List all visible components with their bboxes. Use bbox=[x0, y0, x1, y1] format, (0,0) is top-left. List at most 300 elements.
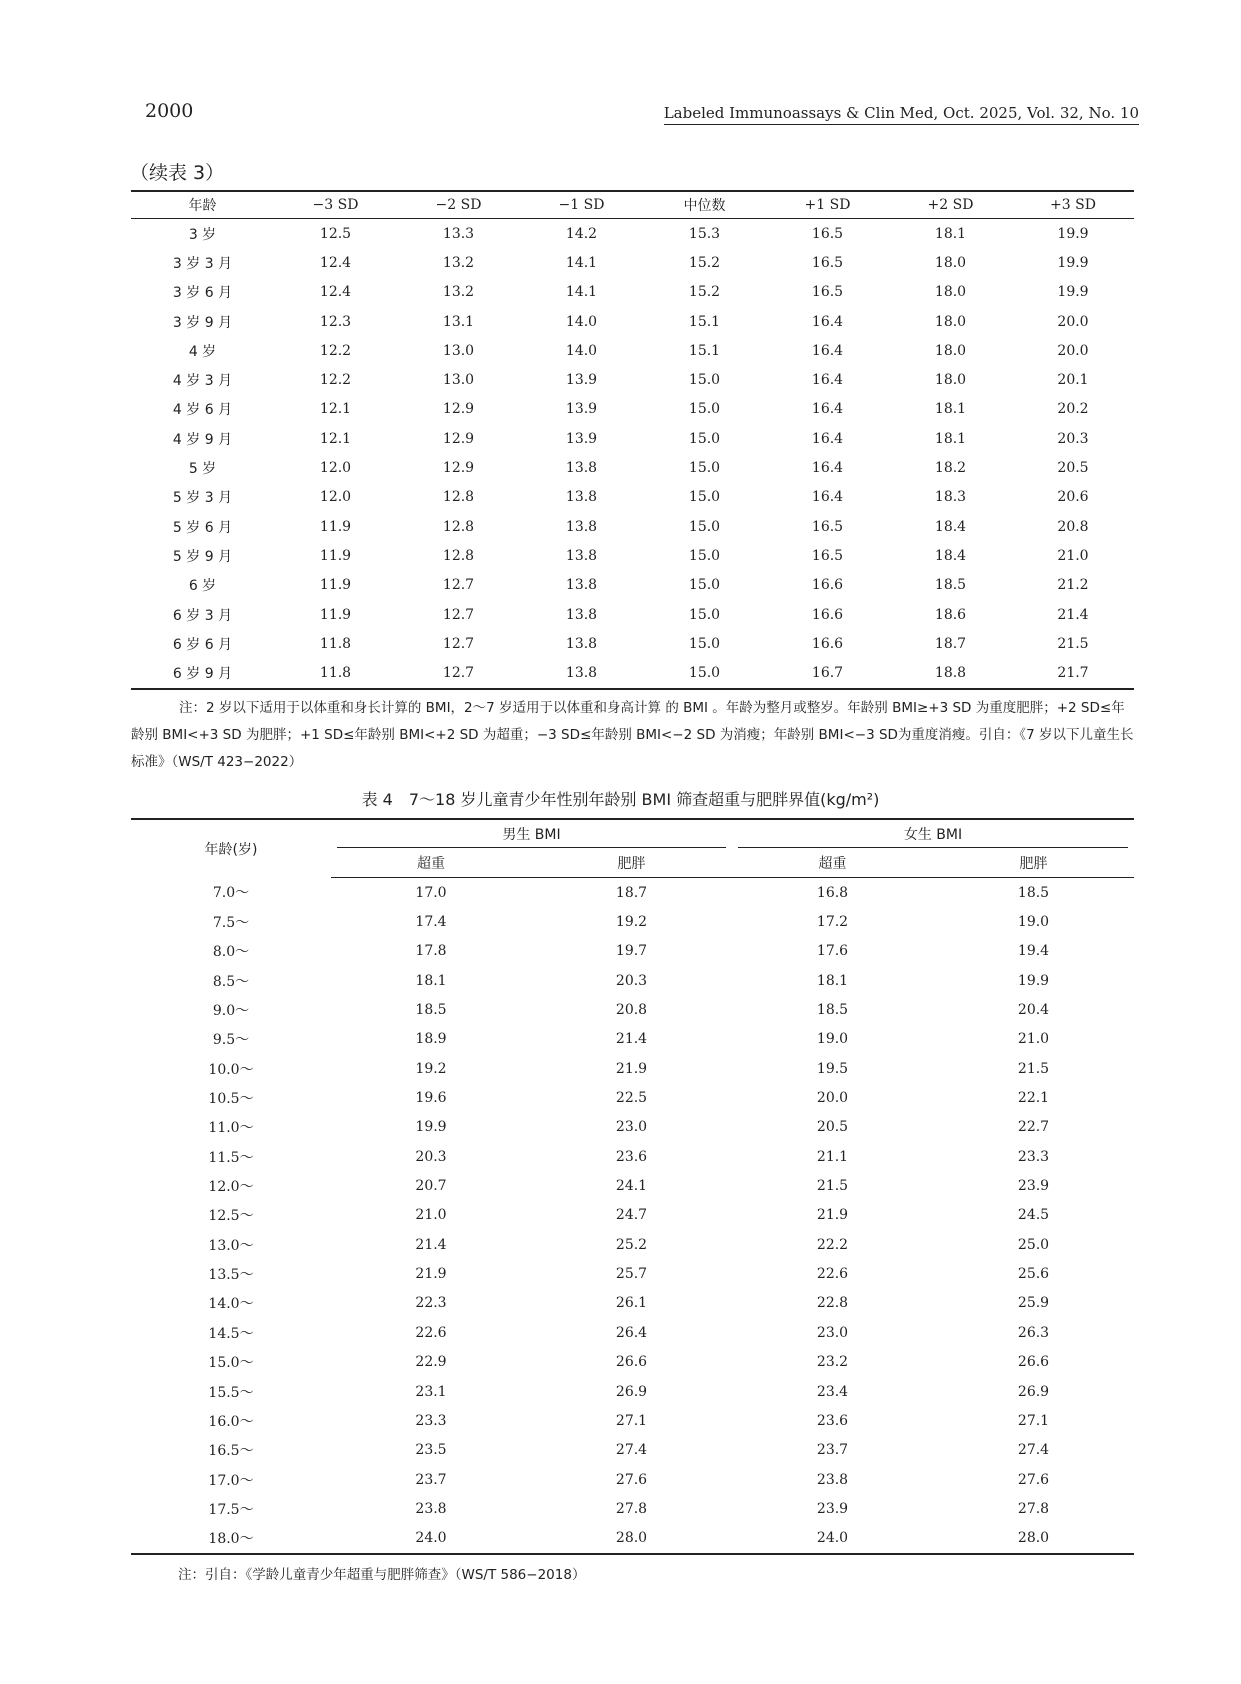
age-cell: 16.0～ bbox=[208, 1413, 254, 1430]
value-cell: 16.5 bbox=[811, 225, 844, 242]
value-cell: 23.2 bbox=[816, 1354, 849, 1371]
value-cell: 13.8 bbox=[565, 577, 598, 594]
value-cell: 16.4 bbox=[811, 313, 844, 330]
age-cell: 5 岁 9 月 bbox=[172, 548, 233, 565]
table3-body bbox=[131, 219, 1134, 689]
value-cell: 13.8 bbox=[565, 665, 598, 682]
value-cell: 13.8 bbox=[565, 489, 598, 506]
value-cell: 21.0 bbox=[1057, 547, 1089, 564]
value-cell: 16.4 bbox=[811, 401, 844, 418]
value-cell: 20.0 bbox=[1057, 313, 1089, 330]
value-cell: 16.6 bbox=[811, 635, 844, 652]
value-cell: 18.5 bbox=[816, 1002, 849, 1019]
value-cell: 16.6 bbox=[811, 577, 844, 594]
value-cell: 22.1 bbox=[1017, 1090, 1050, 1107]
age-cell: 13.5～ bbox=[208, 1267, 254, 1284]
table-row bbox=[131, 1494, 1134, 1523]
value-cell: 23.9 bbox=[816, 1500, 849, 1517]
table-row bbox=[131, 995, 1134, 1024]
value-cell: 15.0 bbox=[688, 430, 721, 447]
age-cell: 10.5～ bbox=[208, 1091, 254, 1108]
value-cell: 20.5 bbox=[816, 1119, 849, 1136]
table4-subheader: 超重 bbox=[732, 848, 933, 878]
table4-male-header: 男生 BMI bbox=[331, 819, 732, 848]
value-cell: 18.3 bbox=[934, 489, 967, 506]
age-cell: 15.0～ bbox=[208, 1355, 254, 1372]
value-cell: 13.9 bbox=[565, 401, 598, 418]
value-cell: 12.7 bbox=[442, 665, 475, 682]
value-cell: 21.9 bbox=[615, 1060, 648, 1077]
value-cell: 12.3 bbox=[319, 313, 352, 330]
table-row bbox=[131, 336, 1134, 365]
table-row bbox=[131, 1259, 1134, 1288]
age-cell: 3 岁 bbox=[188, 226, 217, 243]
value-cell: 11.8 bbox=[319, 665, 352, 682]
age-cell: 4 岁 bbox=[188, 343, 217, 360]
value-cell: 12.9 bbox=[442, 460, 475, 477]
table4-body bbox=[131, 878, 1134, 1554]
age-cell: 6 岁 bbox=[188, 578, 217, 595]
value-cell: 25.2 bbox=[615, 1236, 648, 1253]
value-cell: 20.7 bbox=[415, 1178, 447, 1195]
value-cell: 16.4 bbox=[811, 460, 844, 477]
value-cell: 13.8 bbox=[565, 547, 598, 564]
value-cell: 27.1 bbox=[1017, 1412, 1050, 1429]
table-row bbox=[131, 1054, 1134, 1083]
value-cell: 13.3 bbox=[442, 225, 475, 242]
age-cell: 12.0～ bbox=[208, 1179, 254, 1196]
value-cell: 16.5 bbox=[811, 284, 844, 301]
age-cell: 3 岁 3 月 bbox=[172, 255, 233, 272]
value-cell: 12.8 bbox=[442, 518, 475, 535]
table4-header-row-1 bbox=[131, 819, 1134, 848]
table4-female-header: 女生 BMI bbox=[732, 819, 1134, 848]
value-cell: 23.5 bbox=[415, 1442, 447, 1459]
value-cell: 18.4 bbox=[934, 518, 967, 535]
value-cell: 17.4 bbox=[415, 914, 447, 931]
value-cell: 12.4 bbox=[319, 254, 352, 271]
value-cell: 22.6 bbox=[816, 1266, 849, 1283]
age-cell: 8.0～ bbox=[212, 944, 250, 961]
value-cell: 23.7 bbox=[415, 1471, 447, 1488]
value-cell: 16.5 bbox=[811, 547, 844, 564]
table-row bbox=[131, 1318, 1134, 1347]
value-cell: 17.8 bbox=[415, 943, 447, 960]
value-cell: 13.8 bbox=[565, 606, 598, 623]
value-cell: 15.0 bbox=[688, 372, 721, 389]
value-cell: 22.5 bbox=[615, 1090, 648, 1107]
table-row bbox=[131, 1348, 1134, 1377]
value-cell: 13.9 bbox=[565, 372, 598, 389]
value-cell: 15.0 bbox=[688, 460, 721, 477]
value-cell: 14.2 bbox=[565, 225, 598, 242]
value-cell: 22.8 bbox=[816, 1295, 849, 1312]
value-cell: 21.9 bbox=[415, 1266, 447, 1283]
table-row bbox=[131, 1025, 1134, 1054]
value-cell: 23.0 bbox=[615, 1119, 648, 1136]
value-cell: 18.7 bbox=[615, 884, 648, 901]
value-cell: 19.0 bbox=[1017, 914, 1050, 931]
table-row bbox=[131, 365, 1134, 394]
table-row bbox=[131, 1465, 1134, 1494]
journal-running-head: Labeled Immunoassays & Clin Med, Oct. 2025, Vol. 32, No. 10 bbox=[664, 104, 1139, 125]
value-cell: 21.5 bbox=[1057, 635, 1089, 652]
table-row bbox=[131, 629, 1134, 658]
age-cell: 5 岁 6 月 bbox=[172, 519, 233, 536]
table-row bbox=[131, 424, 1134, 453]
value-cell: 22.9 bbox=[415, 1354, 447, 1371]
value-cell: 15.1 bbox=[688, 342, 721, 359]
age-cell: 17.0～ bbox=[208, 1472, 254, 1489]
value-cell: 12.5 bbox=[319, 225, 352, 242]
age-cell: 7.5～ bbox=[212, 915, 250, 932]
value-cell: 15.0 bbox=[688, 401, 721, 418]
value-cell: 21.5 bbox=[1017, 1060, 1050, 1077]
value-cell: 11.9 bbox=[319, 547, 352, 564]
age-cell: 18.0～ bbox=[208, 1531, 254, 1548]
value-cell: 27.8 bbox=[615, 1500, 648, 1517]
value-cell: 23.1 bbox=[415, 1383, 447, 1400]
page-number: 2000 bbox=[145, 100, 194, 122]
value-cell: 26.9 bbox=[1017, 1383, 1050, 1400]
value-cell: 23.6 bbox=[816, 1412, 849, 1429]
value-cell: 22.7 bbox=[1017, 1119, 1050, 1136]
value-cell: 27.4 bbox=[615, 1442, 648, 1459]
value-cell: 20.1 bbox=[1057, 372, 1089, 389]
value-cell: 20.3 bbox=[1057, 430, 1089, 447]
value-cell: 28.0 bbox=[615, 1530, 648, 1547]
value-cell: 26.6 bbox=[615, 1354, 648, 1371]
value-cell: 18.0 bbox=[934, 313, 967, 330]
value-cell: 12.0 bbox=[319, 460, 352, 477]
value-cell: 18.9 bbox=[415, 1031, 447, 1048]
age-cell: 9.5～ bbox=[212, 1032, 250, 1049]
value-cell: 21.2 bbox=[1057, 577, 1089, 594]
age-cell: 16.5～ bbox=[208, 1443, 254, 1460]
value-cell: 12.9 bbox=[442, 430, 475, 447]
value-cell: 27.6 bbox=[1017, 1471, 1050, 1488]
value-cell: 16.6 bbox=[811, 606, 844, 623]
value-cell: 24.5 bbox=[1017, 1207, 1050, 1224]
value-cell: 23.6 bbox=[615, 1148, 648, 1165]
value-cell: 12.4 bbox=[319, 284, 352, 301]
table3-note: 注：2 岁以下适用于以体重和身长计算的 BMI，2～7 岁适用于以体重和身高计算 的 BMI 。年龄为整月或整岁。年龄别 BMI≥+3 SD 为重度肥胖；+2 SD≤年龄别 BMI<+3 SD 为肥胖；+1 SD≤年龄别 BMI<+2 SD 为超重；−3 SD≤年龄别 BMI<−2 SD 为消瘦；年龄别 BMI<−3 SD为重度消瘦。引自：《7 岁以下儿童生长标准》（WS/T 423−2022） bbox=[131, 700, 1134, 770]
age-cell: 6 岁 6 月 bbox=[172, 636, 233, 653]
table-row bbox=[131, 658, 1134, 688]
value-cell: 25.7 bbox=[615, 1266, 648, 1283]
value-cell: 25.6 bbox=[1017, 1266, 1050, 1283]
value-cell: 21.4 bbox=[615, 1031, 648, 1048]
value-cell: 12.8 bbox=[442, 547, 475, 564]
age-cell: 9.0～ bbox=[212, 1003, 250, 1020]
value-cell: 20.5 bbox=[1057, 460, 1089, 477]
table3-bmi-sd bbox=[131, 190, 1134, 690]
table-row bbox=[131, 512, 1134, 541]
table-row bbox=[131, 600, 1134, 629]
value-cell: 21.4 bbox=[415, 1236, 447, 1253]
value-cell: 12.7 bbox=[442, 577, 475, 594]
table-row bbox=[131, 1524, 1134, 1554]
value-cell: 18.1 bbox=[934, 430, 967, 447]
value-cell: 13.8 bbox=[565, 460, 598, 477]
value-cell: 18.2 bbox=[934, 460, 967, 477]
age-cell: 5 岁 3 月 bbox=[172, 490, 233, 507]
value-cell: 23.0 bbox=[816, 1324, 849, 1341]
value-cell: 23.3 bbox=[415, 1412, 447, 1429]
table-row bbox=[131, 1201, 1134, 1230]
value-cell: 15.0 bbox=[688, 547, 721, 564]
value-cell: 19.9 bbox=[1057, 284, 1089, 301]
value-cell: 28.0 bbox=[1017, 1530, 1050, 1547]
value-cell: 19.0 bbox=[816, 1031, 849, 1048]
value-cell: 12.0 bbox=[319, 489, 352, 506]
value-cell: 19.9 bbox=[1057, 225, 1089, 242]
age-cell: 14.5～ bbox=[208, 1325, 254, 1342]
value-cell: 19.7 bbox=[615, 943, 648, 960]
value-cell: 19.5 bbox=[816, 1060, 849, 1077]
table-row bbox=[131, 1142, 1134, 1171]
value-cell: 18.1 bbox=[934, 225, 967, 242]
value-cell: 18.5 bbox=[415, 1002, 447, 1019]
value-cell: 25.9 bbox=[1017, 1295, 1050, 1312]
value-cell: 11.9 bbox=[319, 518, 352, 535]
value-cell: 12.9 bbox=[442, 401, 475, 418]
value-cell: 19.2 bbox=[415, 1060, 447, 1077]
value-cell: 23.8 bbox=[415, 1500, 447, 1517]
value-cell: 14.0 bbox=[565, 313, 598, 330]
value-cell: 20.3 bbox=[415, 1148, 447, 1165]
value-cell: 18.0 bbox=[934, 372, 967, 389]
age-cell: 15.5～ bbox=[208, 1384, 254, 1401]
value-cell: 23.3 bbox=[1017, 1148, 1050, 1165]
age-cell: 11.0～ bbox=[208, 1120, 254, 1137]
age-cell: 14.0～ bbox=[208, 1296, 254, 1313]
value-cell: 15.0 bbox=[688, 665, 721, 682]
value-cell: 11.9 bbox=[319, 577, 352, 594]
table-row bbox=[131, 1083, 1134, 1112]
value-cell: 26.4 bbox=[615, 1324, 648, 1341]
value-cell: 23.4 bbox=[816, 1383, 849, 1400]
value-cell: 13.0 bbox=[442, 342, 475, 359]
value-cell: 18.8 bbox=[934, 665, 967, 682]
value-cell: 20.4 bbox=[1017, 1002, 1050, 1019]
table-row bbox=[131, 1230, 1134, 1259]
value-cell: 21.0 bbox=[1017, 1031, 1050, 1048]
value-cell: 15.1 bbox=[688, 313, 721, 330]
age-cell: 4 岁 9 月 bbox=[172, 431, 233, 448]
value-cell: 15.2 bbox=[688, 284, 721, 301]
value-cell: 18.5 bbox=[1017, 884, 1050, 901]
table4-subheader: 肥胖 bbox=[531, 848, 732, 878]
table4-age-header: 年龄(岁) bbox=[204, 841, 258, 858]
value-cell: 20.6 bbox=[1057, 489, 1089, 506]
value-cell: 16.5 bbox=[811, 254, 844, 271]
table4-subheader: 超重 bbox=[331, 848, 531, 878]
value-cell: 19.4 bbox=[1017, 943, 1050, 960]
value-cell: 14.1 bbox=[565, 284, 598, 301]
value-cell: 15.2 bbox=[688, 254, 721, 271]
age-cell: 17.5～ bbox=[208, 1501, 254, 1518]
value-cell: 14.0 bbox=[565, 342, 598, 359]
table-row bbox=[131, 278, 1134, 307]
value-cell: 15.0 bbox=[688, 606, 721, 623]
table-row bbox=[131, 453, 1134, 482]
table-row bbox=[131, 571, 1134, 600]
age-cell: 11.5～ bbox=[208, 1149, 254, 1166]
value-cell: 13.1 bbox=[442, 313, 475, 330]
age-cell: 8.5～ bbox=[212, 973, 250, 990]
value-cell: 16.4 bbox=[811, 489, 844, 506]
value-cell: 26.3 bbox=[1017, 1324, 1050, 1341]
value-cell: 26.9 bbox=[615, 1383, 648, 1400]
table3-header-row bbox=[131, 191, 1134, 219]
table3-column-header: +3 SD bbox=[1012, 191, 1134, 219]
age-cell: 13.0～ bbox=[208, 1237, 254, 1254]
value-cell: 24.0 bbox=[816, 1530, 849, 1547]
value-cell: 21.4 bbox=[1057, 606, 1089, 623]
value-cell: 18.4 bbox=[934, 547, 967, 564]
table-row bbox=[131, 219, 1134, 249]
value-cell: 19.9 bbox=[1057, 254, 1089, 271]
value-cell: 13.2 bbox=[442, 254, 475, 271]
table-row bbox=[131, 1289, 1134, 1318]
table4-bmi-cutoffs bbox=[131, 818, 1134, 1555]
value-cell: 13.8 bbox=[565, 518, 598, 535]
table-row bbox=[131, 937, 1134, 966]
value-cell: 27.1 bbox=[615, 1412, 648, 1429]
table-row bbox=[131, 307, 1134, 336]
value-cell: 11.8 bbox=[319, 635, 352, 652]
value-cell: 16.7 bbox=[811, 665, 844, 682]
value-cell: 12.1 bbox=[319, 430, 352, 447]
value-cell: 19.9 bbox=[415, 1119, 447, 1136]
table3-column-header: −1 SD bbox=[520, 191, 643, 219]
age-cell: 10.0～ bbox=[208, 1061, 254, 1078]
table-row bbox=[131, 1406, 1134, 1435]
value-cell: 15.0 bbox=[688, 518, 721, 535]
value-cell: 19.9 bbox=[1017, 972, 1050, 989]
age-cell: 5 岁 bbox=[188, 461, 217, 478]
value-cell: 19.6 bbox=[415, 1090, 447, 1107]
value-cell: 24.0 bbox=[415, 1530, 447, 1547]
value-cell: 21.5 bbox=[816, 1178, 849, 1195]
table4-title: 表 4 7～18 岁儿童青少年性别年龄别 BMI 筛查超重与肥胖界值(kg/m²) bbox=[361, 790, 880, 809]
table3-column-header: −2 SD bbox=[397, 191, 520, 219]
age-cell: 12.5～ bbox=[208, 1208, 254, 1225]
table-row bbox=[131, 395, 1134, 424]
value-cell: 15.0 bbox=[688, 635, 721, 652]
value-cell: 22.2 bbox=[816, 1236, 849, 1253]
value-cell: 20.0 bbox=[1057, 342, 1089, 359]
table-row bbox=[131, 878, 1134, 908]
value-cell: 18.1 bbox=[415, 972, 447, 989]
value-cell: 18.0 bbox=[934, 254, 967, 271]
value-cell: 16.5 bbox=[811, 518, 844, 535]
table3-column-header: 中位数 bbox=[643, 191, 766, 219]
age-cell: 7.0～ bbox=[212, 885, 250, 902]
table-row bbox=[131, 1171, 1134, 1200]
age-cell: 6 岁 9 月 bbox=[172, 666, 233, 683]
age-cell: 6 岁 3 月 bbox=[172, 607, 233, 624]
value-cell: 21.7 bbox=[1057, 665, 1089, 682]
value-cell: 22.6 bbox=[415, 1324, 447, 1341]
table-row bbox=[131, 483, 1134, 512]
table-row bbox=[131, 1377, 1134, 1406]
value-cell: 15.0 bbox=[688, 489, 721, 506]
value-cell: 17.2 bbox=[816, 914, 849, 931]
value-cell: 18.0 bbox=[934, 284, 967, 301]
value-cell: 16.4 bbox=[811, 342, 844, 359]
value-cell: 16.4 bbox=[811, 430, 844, 447]
value-cell: 11.9 bbox=[319, 606, 352, 623]
value-cell: 17.6 bbox=[816, 943, 849, 960]
value-cell: 16.4 bbox=[811, 372, 844, 389]
value-cell: 24.1 bbox=[615, 1178, 648, 1195]
value-cell: 21.9 bbox=[816, 1207, 849, 1224]
age-cell: 3 岁 9 月 bbox=[172, 314, 233, 331]
value-cell: 12.2 bbox=[319, 342, 352, 359]
age-cell: 4 岁 6 月 bbox=[172, 402, 233, 419]
value-cell: 22.3 bbox=[415, 1295, 447, 1312]
value-cell: 26.6 bbox=[1017, 1354, 1050, 1371]
value-cell: 18.5 bbox=[934, 577, 967, 594]
value-cell: 15.0 bbox=[688, 577, 721, 594]
value-cell: 27.6 bbox=[615, 1471, 648, 1488]
value-cell: 27.4 bbox=[1017, 1442, 1050, 1459]
value-cell: 15.3 bbox=[688, 225, 721, 242]
value-cell: 13.0 bbox=[442, 372, 475, 389]
value-cell: 12.2 bbox=[319, 372, 352, 389]
value-cell: 26.1 bbox=[615, 1295, 648, 1312]
table3-column-header: +2 SD bbox=[889, 191, 1012, 219]
value-cell: 21.1 bbox=[816, 1148, 849, 1165]
table3-column-header: −3 SD bbox=[274, 191, 397, 219]
value-cell: 13.2 bbox=[442, 284, 475, 301]
value-cell: 23.9 bbox=[1017, 1178, 1050, 1195]
value-cell: 16.8 bbox=[816, 884, 849, 901]
table4-subheader: 肥胖 bbox=[933, 848, 1134, 878]
value-cell: 24.7 bbox=[615, 1207, 648, 1224]
value-cell: 20.3 bbox=[615, 972, 648, 989]
value-cell: 13.8 bbox=[565, 635, 598, 652]
value-cell: 12.1 bbox=[319, 401, 352, 418]
value-cell: 14.1 bbox=[565, 254, 598, 271]
value-cell: 12.7 bbox=[442, 635, 475, 652]
value-cell: 20.8 bbox=[1057, 518, 1089, 535]
age-cell: 4 岁 3 月 bbox=[172, 373, 233, 390]
table-row bbox=[131, 541, 1134, 570]
table-row bbox=[131, 248, 1134, 277]
value-cell: 12.7 bbox=[442, 606, 475, 623]
value-cell: 18.1 bbox=[816, 972, 849, 989]
value-cell: 25.0 bbox=[1017, 1236, 1050, 1253]
value-cell: 20.8 bbox=[615, 1002, 648, 1019]
value-cell: 23.8 bbox=[816, 1471, 849, 1488]
value-cell: 18.7 bbox=[934, 635, 967, 652]
table4-note: 注：引自：《学龄儿童青少年超重与肥胖筛查》（WS/T 586−2018） bbox=[178, 1567, 586, 1583]
table3-column-header: +1 SD bbox=[766, 191, 889, 219]
value-cell: 12.8 bbox=[442, 489, 475, 506]
table-row bbox=[131, 1113, 1134, 1142]
age-cell: 3 岁 6 月 bbox=[172, 285, 233, 302]
table-row bbox=[131, 907, 1134, 936]
value-cell: 18.0 bbox=[934, 342, 967, 359]
value-cell: 18.1 bbox=[934, 401, 967, 418]
table3-column-header: 年龄 bbox=[131, 191, 274, 219]
table-row bbox=[131, 966, 1134, 995]
value-cell: 20.2 bbox=[1057, 401, 1089, 418]
value-cell: 23.7 bbox=[816, 1442, 849, 1459]
